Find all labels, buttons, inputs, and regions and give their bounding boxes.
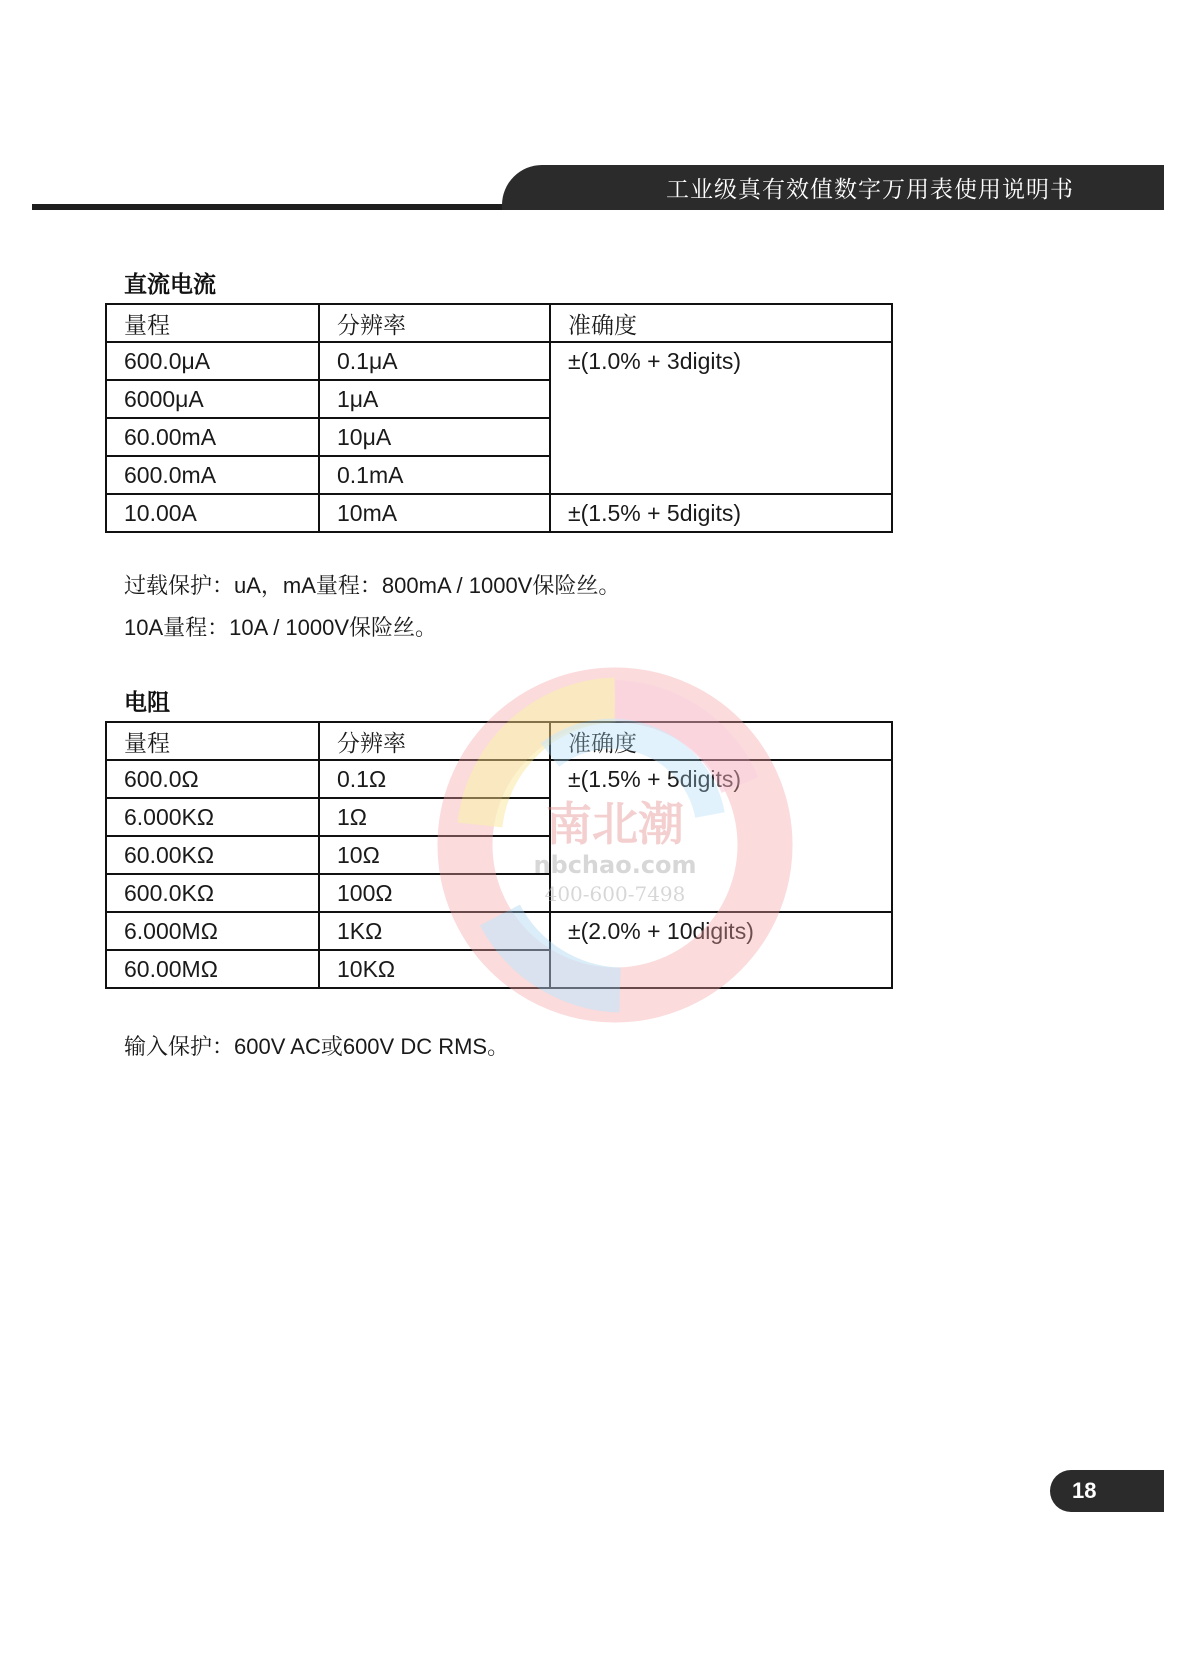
resolution-cell: 10KΩ [319,950,550,988]
range-cell: 6.000KΩ [106,798,319,836]
resistance-table [105,721,893,989]
range-cell: 10.00A [106,494,319,532]
column-header: 准确度 [550,304,892,342]
accuracy-cell: ±(1.0% + 3digits) [550,342,892,494]
section-title-dc-current: 直流电流 [124,271,216,297]
column-header: 准确度 [550,722,892,760]
resolution-cell: 10μA [319,418,550,456]
page-number-badge [1050,1470,1164,1512]
header-banner [502,165,1164,210]
resolution-cell: 0.1μA [319,342,550,380]
accuracy-cell: ±(2.0% + 10digits) [550,912,892,988]
table-row [106,760,892,798]
watermark-brand: 南北潮 [546,797,684,851]
resolution-cell: 1KΩ [319,912,550,950]
table-header-row [106,722,892,760]
range-cell: 60.00mA [106,418,319,456]
range-cell: 600.0KΩ [106,874,319,912]
range-cell: 6.000MΩ [106,912,319,950]
table-row [106,494,892,532]
range-cell: 60.00MΩ [106,950,319,988]
resolution-cell: 0.1mA [319,456,550,494]
column-header: 分辨率 [319,722,550,760]
range-cell: 60.00KΩ [106,836,319,874]
accuracy-cell: ±(1.5% + 5digits) [550,760,892,912]
resolution-cell: 1Ω [319,798,550,836]
column-header: 量程 [106,722,319,760]
range-cell: 600.0mA [106,456,319,494]
page-number: 18 [1072,1478,1097,1503]
input-protection-note: 输入保护：600V AC或600V DC RMS。 [124,1034,510,1059]
overload-note-10a: 10A量程：10A / 1000V保险丝。 [124,615,438,640]
section-title-resistance: 电阻 [124,689,170,715]
column-header: 量程 [106,304,319,342]
range-cell: 6000μA [106,380,319,418]
resolution-cell: 1μA [319,380,550,418]
range-cell: 600.0μA [106,342,319,380]
watermark-site: nbchao.com [533,851,697,879]
column-header: 分辨率 [319,304,550,342]
range-cell: 600.0Ω [106,760,319,798]
resolution-cell: 0.1Ω [319,760,550,798]
table-row [106,342,892,380]
table-header-row [106,304,892,342]
resolution-cell: 10Ω [319,836,550,874]
resolution-cell: 10mA [319,494,550,532]
document-title: 工业级真有效值数字万用表使用说明书 [666,176,1074,202]
resolution-cell: 100Ω [319,874,550,912]
accuracy-cell: ±(1.5% + 5digits) [550,494,892,532]
table-row [106,912,892,950]
overload-note: 过载保护：uA，mA量程：800mA / 1000V保险丝。 [124,573,621,598]
watermark-phone: 400-600-7498 [544,882,686,906]
dc-current-table [105,303,893,533]
